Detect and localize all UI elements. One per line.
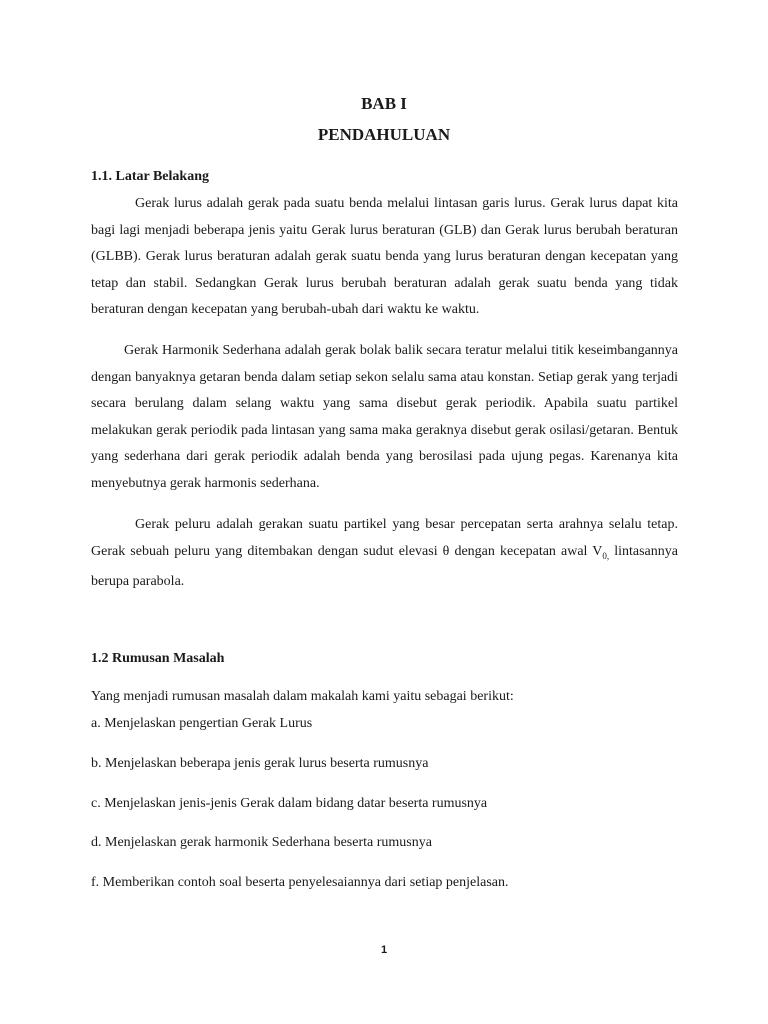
paragraph-gerak-peluru xyxy=(91,512,678,595)
page-number: 1 xyxy=(380,944,388,956)
paragraph-gerak-peluru-text: Gerak peluru adalah gerakan suatu partikel yang besar percepatan serta arahnya selalu tetap. Gerak sebuah peluru yang ditembakan dengan sudut elevasi θ dengan kecepatan awal V xyxy=(91,517,678,559)
paragraph-gerak-lurus: Gerak lurus adalah gerak pada suatu benda melalui lintasan garis lurus. Gerak lurus dapat kita bagi lagi menjadi beberapa jenis yaitu Gerak lurus beraturan (GLB) dan Gerak lurus berubah beraturan (GLBB). Gerak lurus beraturan adalah gerak suatu benda yang lurus beraturan dengan kecepatan yang tetap dan stabil. Sedangkan Gerak lurus berubah beraturan adalah gerak suatu benda yang tidak beraturan dengan kecepatan yang berubah-ubah dari waktu ke waktu. xyxy=(91,196,678,317)
velocity-subscript: 0, xyxy=(602,550,610,561)
rumusan-intro: Yang menjadi rumusan masalah dalam makalah kami yaitu sebagai berikut: xyxy=(91,689,514,704)
list-item-a: a. Menjelaskan pengertian Gerak Lurus xyxy=(91,716,313,731)
chapter-number: BAB I xyxy=(361,94,407,113)
list-item-d: d. Menjelaskan gerak harmonik Sederhana beserta rumusnya xyxy=(91,835,432,850)
list-item-b: b. Menjelaskan beberapa jenis gerak lurus beserta rumusnya xyxy=(91,756,429,771)
section-heading-rumusan-masalah: 1.2 Rumusan Masalah xyxy=(91,651,225,666)
paragraph-gerak-harmonik: Gerak Harmonik Sederhana adalah gerak bolak balik secara teratur melalui titik keseimbangannya dengan banyaknya getaran benda dalam setiap sekon selalu sama atau konstan. Setiap gerak yang terjadi secara berulang dalam selang waktu yang sama disebut gerak periodik. Apabila suatu partikel melakukan gerak periodik pada lintasan yang sama maka geraknya disebut gerak osilasi/getaran. Bentuk yang sederhana dari gerak periodik adalah benda yang berosilasi pada ujung pegas. Karenanya kita menyebutnya gerak harmonis sederhana. xyxy=(91,343,678,491)
chapter-title: PENDAHULUAN xyxy=(317,125,451,144)
section-heading-latar-belakang: 1.1. Latar Belakang xyxy=(91,169,209,184)
list-item-f: f. Memberikan contoh soal beserta penyelesaiannya dari setiap penjelasan. xyxy=(91,875,509,890)
list-item-c: c. Menjelaskan jenis-jenis Gerak dalam bidang datar beserta rumusnya xyxy=(91,796,488,811)
paragraph-gerak-peluru-end: lintasannya berupa parabola. xyxy=(91,543,678,589)
